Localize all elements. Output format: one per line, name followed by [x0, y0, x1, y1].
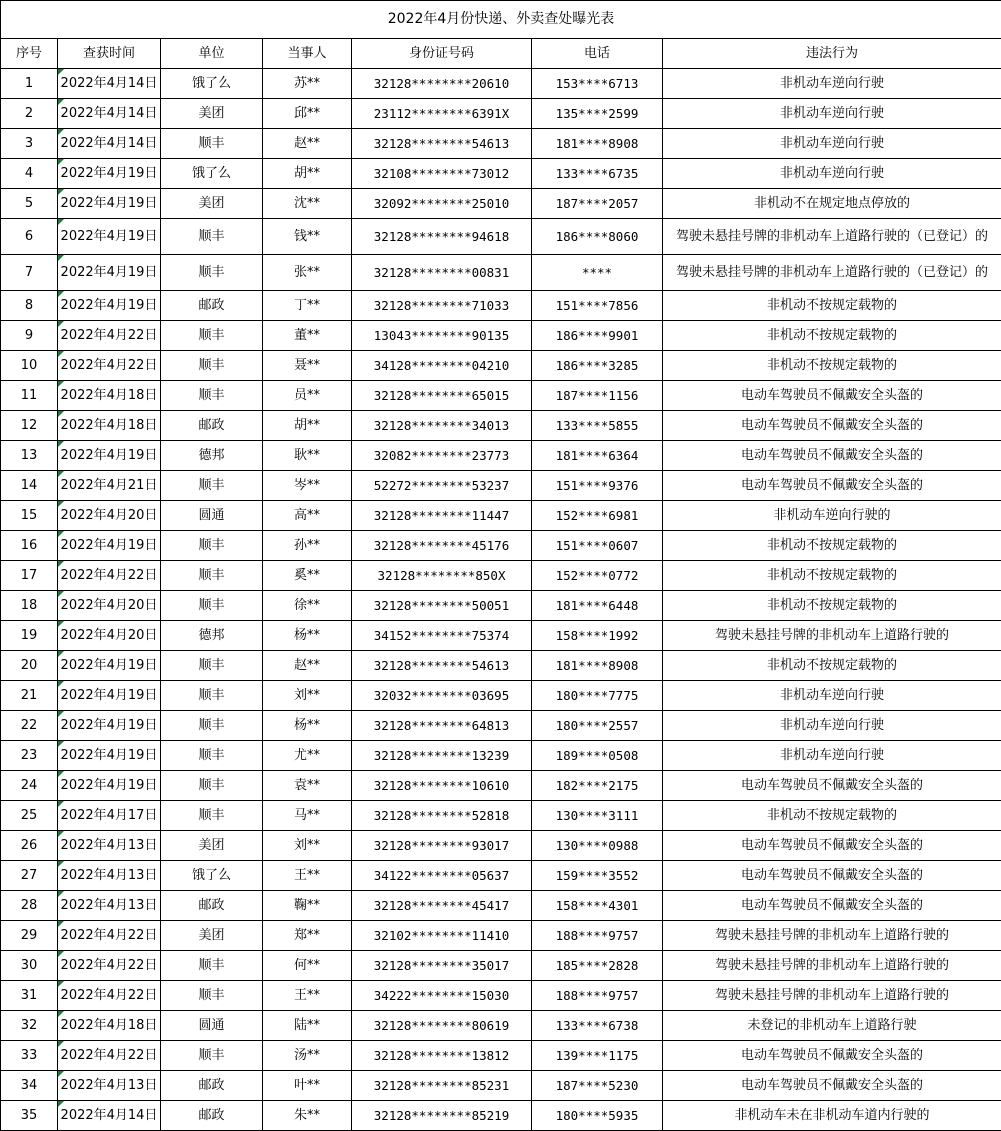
row-id-number: 34152********75374: [352, 621, 532, 651]
row-phone: 181****8908: [532, 129, 663, 159]
row-violation: 非机动车逆向行驶: [663, 681, 1001, 711]
table-row: [1, 981, 1001, 1011]
row-id-number: 32128********54613: [352, 129, 532, 159]
row-phone: 187****5230: [532, 1071, 663, 1101]
row-id-number: 32128********85231: [352, 1071, 532, 1101]
row-id-number: 23112********6391X: [352, 99, 532, 129]
row-id-number: 32128********00831: [352, 255, 532, 291]
row-phone: 188****9757: [532, 921, 663, 951]
row-phone: 186****8060: [532, 219, 663, 255]
row-id-number: 34222********15030: [352, 981, 532, 1011]
row-date: 2022年4月22日: [58, 561, 161, 591]
row-phone: 181****8908: [532, 651, 663, 681]
row-violation: 非机动不按规定载物的: [663, 561, 1001, 591]
row-violation: 非机动车逆向行驶: [663, 129, 1001, 159]
row-id-number: 13043********90135: [352, 321, 532, 351]
row-date: 2022年4月20日: [58, 501, 161, 531]
row-unit: 邮政: [161, 1101, 263, 1131]
row-person: 岑**: [263, 471, 352, 501]
table-row: [1, 831, 1001, 861]
row-id-number: 34122********05637: [352, 861, 532, 891]
row-violation: 驾驶未悬挂号牌的非机动车上道路行驶的: [663, 981, 1001, 1011]
row-person: 陆**: [263, 1011, 352, 1041]
row-id-number: 32128********54613: [352, 651, 532, 681]
row-person: 王**: [263, 981, 352, 1011]
row-seq: 9: [1, 321, 58, 351]
row-phone: 186****9901: [532, 321, 663, 351]
row-person: 杨**: [263, 711, 352, 741]
row-id-number: 32128********13812: [352, 1041, 532, 1071]
row-seq: 32: [1, 1011, 58, 1041]
row-date: 2022年4月14日: [58, 129, 161, 159]
row-unit: 德邦: [161, 441, 263, 471]
row-seq: 17: [1, 561, 58, 591]
row-unit: 美团: [161, 831, 263, 861]
header-person: 当事人: [263, 39, 352, 69]
row-id-number: 32128********11447: [352, 501, 532, 531]
row-person: 孙**: [263, 531, 352, 561]
row-violation: 非机动车逆向行驶: [663, 99, 1001, 129]
row-id-number: 32128********850X: [352, 561, 532, 591]
row-id-number: 32128********64813: [352, 711, 532, 741]
row-person: 袁**: [263, 771, 352, 801]
row-violation: 电动车驾驶员不佩戴安全头盔的: [663, 861, 1001, 891]
row-phone: 187****1156: [532, 381, 663, 411]
row-id-number: 32102********11410: [352, 921, 532, 951]
row-unit: 顺丰: [161, 1041, 263, 1071]
row-phone: 135****2599: [532, 99, 663, 129]
row-date: 2022年4月19日: [58, 771, 161, 801]
row-violation: 驾驶未悬挂号牌的非机动车上道路行驶的: [663, 951, 1001, 981]
row-phone: 139****1175: [532, 1041, 663, 1071]
row-seq: 15: [1, 501, 58, 531]
row-violation: 非机动不按规定载物的: [663, 351, 1001, 381]
row-id-number: 32128********93017: [352, 831, 532, 861]
row-date: 2022年4月22日: [58, 981, 161, 1011]
row-seq: 14: [1, 471, 58, 501]
row-unit: 顺丰: [161, 951, 263, 981]
row-date: 2022年4月22日: [58, 351, 161, 381]
row-violation: 非机动车逆向行驶: [663, 741, 1001, 771]
row-violation: 非机动车未在非机动车道内行驶的: [663, 1101, 1001, 1131]
row-date: 2022年4月19日: [58, 189, 161, 219]
row-violation: 非机动车逆向行驶的: [663, 501, 1001, 531]
table-row: [1, 159, 1001, 189]
row-date: 2022年4月21日: [58, 471, 161, 501]
row-seq: 18: [1, 591, 58, 621]
title-row: [1, 1, 1001, 39]
row-date: 2022年4月18日: [58, 381, 161, 411]
row-date: 2022年4月13日: [58, 1071, 161, 1101]
row-person: 丁**: [263, 291, 352, 321]
row-seq: 3: [1, 129, 58, 159]
row-person: 张**: [263, 255, 352, 291]
row-violation: 非机动车逆向行驶: [663, 69, 1001, 99]
row-date: 2022年4月19日: [58, 681, 161, 711]
row-person: 高**: [263, 501, 352, 531]
row-date: 2022年4月19日: [58, 291, 161, 321]
row-unit: 顺丰: [161, 981, 263, 1011]
row-date: 2022年4月14日: [58, 1101, 161, 1131]
table-row: [1, 951, 1001, 981]
row-seq: 16: [1, 531, 58, 561]
row-seq: 35: [1, 1101, 58, 1131]
row-person: 汤**: [263, 1041, 352, 1071]
row-phone: 187****2057: [532, 189, 663, 219]
row-person: 员**: [263, 381, 352, 411]
row-seq: 13: [1, 441, 58, 471]
row-person: 董**: [263, 321, 352, 351]
table-row: [1, 189, 1001, 219]
row-date: 2022年4月19日: [58, 741, 161, 771]
row-date: 2022年4月19日: [58, 219, 161, 255]
row-unit: 美团: [161, 921, 263, 951]
row-date: 2022年4月14日: [58, 69, 161, 99]
table-row: [1, 531, 1001, 561]
row-violation: 驾驶未悬挂号牌的非机动车上道路行驶的（已登记）的: [663, 219, 1001, 255]
row-id-number: 32128********10610: [352, 771, 532, 801]
row-unit: 顺丰: [161, 741, 263, 771]
row-phone: 133****6735: [532, 159, 663, 189]
row-unit: 顺丰: [161, 381, 263, 411]
row-phone: 133****6738: [532, 1011, 663, 1041]
row-unit: 顺丰: [161, 321, 263, 351]
row-date: 2022年4月20日: [58, 621, 161, 651]
row-violation: 非机动不按规定载物的: [663, 291, 1001, 321]
table-row: [1, 351, 1001, 381]
row-violation: 驾驶未悬挂号牌的非机动车上道路行驶的（已登记）的: [663, 255, 1001, 291]
table-row: [1, 1071, 1001, 1101]
table-row: [1, 255, 1001, 291]
table-row: [1, 441, 1001, 471]
row-seq: 22: [1, 711, 58, 741]
row-person: 邱**: [263, 99, 352, 129]
row-unit: 顺丰: [161, 471, 263, 501]
row-person: 徐**: [263, 591, 352, 621]
header-unit: 单位: [161, 39, 263, 69]
row-unit: 邮政: [161, 1071, 263, 1101]
row-violation: 未登记的非机动车上道路行驶: [663, 1011, 1001, 1041]
row-phone: 152****6981: [532, 501, 663, 531]
row-person: 钱**: [263, 219, 352, 255]
row-person: 刘**: [263, 831, 352, 861]
row-seq: 20: [1, 651, 58, 681]
row-date: 2022年4月13日: [58, 891, 161, 921]
row-seq: 23: [1, 741, 58, 771]
table-row: [1, 591, 1001, 621]
row-id-number: 32128********80619: [352, 1011, 532, 1041]
row-unit: 饿了么: [161, 861, 263, 891]
table-row: [1, 801, 1001, 831]
table-row: [1, 291, 1001, 321]
row-phone: 130****0988: [532, 831, 663, 861]
row-person: 尤**: [263, 741, 352, 771]
row-phone: 130****3111: [532, 801, 663, 831]
row-date: 2022年4月20日: [58, 591, 161, 621]
row-date: 2022年4月19日: [58, 159, 161, 189]
row-violation: 电动车驾驶员不佩戴安全头盔的: [663, 831, 1001, 861]
row-seq: 8: [1, 291, 58, 321]
row-id-number: 32128********50051: [352, 591, 532, 621]
row-seq: 10: [1, 351, 58, 381]
row-id-number: 32092********25010: [352, 189, 532, 219]
row-phone: 180****5935: [532, 1101, 663, 1131]
row-date: 2022年4月22日: [58, 951, 161, 981]
table-row: [1, 741, 1001, 771]
row-phone: 181****6364: [532, 441, 663, 471]
row-person: 朱**: [263, 1101, 352, 1131]
row-id-number: 32082********23773: [352, 441, 532, 471]
row-seq: 30: [1, 951, 58, 981]
row-phone: 186****3285: [532, 351, 663, 381]
row-violation: 电动车驾驶员不佩戴安全头盔的: [663, 441, 1001, 471]
row-person: 刘**: [263, 681, 352, 711]
table-row: [1, 1101, 1001, 1131]
row-date: 2022年4月17日: [58, 801, 161, 831]
header-id-number: 身份证号码: [352, 39, 532, 69]
table-row: [1, 921, 1001, 951]
row-unit: 顺丰: [161, 129, 263, 159]
row-person: 鞠**: [263, 891, 352, 921]
row-person: 沈**: [263, 189, 352, 219]
row-unit: 饿了么: [161, 159, 263, 189]
row-person: 胡**: [263, 411, 352, 441]
row-date: 2022年4月22日: [58, 921, 161, 951]
row-id-number: 32128********52818: [352, 801, 532, 831]
table-row: [1, 411, 1001, 441]
row-date: 2022年4月19日: [58, 255, 161, 291]
table-row: [1, 861, 1001, 891]
row-unit: 顺丰: [161, 681, 263, 711]
table-row: [1, 771, 1001, 801]
row-unit: 顺丰: [161, 219, 263, 255]
row-violation: 非机动车逆向行驶: [663, 159, 1001, 189]
header-date: 查获时间: [58, 39, 161, 69]
row-phone: 182****2175: [532, 771, 663, 801]
row-violation: 电动车驾驶员不佩戴安全头盔的: [663, 471, 1001, 501]
row-violation: 非机动不按规定载物的: [663, 531, 1001, 561]
row-seq: 34: [1, 1071, 58, 1101]
row-date: 2022年4月22日: [58, 1041, 161, 1071]
row-person: 叶**: [263, 1071, 352, 1101]
row-person: 奚**: [263, 561, 352, 591]
row-date: 2022年4月19日: [58, 651, 161, 681]
row-unit: 邮政: [161, 411, 263, 441]
row-id-number: 32128********71033: [352, 291, 532, 321]
row-phone: 153****6713: [532, 69, 663, 99]
row-id-number: 52272********53237: [352, 471, 532, 501]
row-phone: 181****6448: [532, 591, 663, 621]
row-date: 2022年4月19日: [58, 441, 161, 471]
table-row: [1, 681, 1001, 711]
table-row: [1, 621, 1001, 651]
table-row: [1, 651, 1001, 681]
row-phone: 185****2828: [532, 951, 663, 981]
row-violation: 非机动不按规定载物的: [663, 651, 1001, 681]
row-seq: 4: [1, 159, 58, 189]
row-violation: 非机动不在规定地点停放的: [663, 189, 1001, 219]
row-date: 2022年4月14日: [58, 99, 161, 129]
row-id-number: 32128********34013: [352, 411, 532, 441]
row-unit: 美团: [161, 99, 263, 129]
table-row: [1, 381, 1001, 411]
row-violation: 非机动车逆向行驶: [663, 711, 1001, 741]
row-seq: 7: [1, 255, 58, 291]
table-row: [1, 471, 1001, 501]
row-person: 聂**: [263, 351, 352, 381]
row-seq: 11: [1, 381, 58, 411]
table-row: [1, 321, 1001, 351]
row-person: 王**: [263, 861, 352, 891]
table-row: [1, 69, 1001, 99]
row-person: 赵**: [263, 129, 352, 159]
row-phone: 151****7856: [532, 291, 663, 321]
row-id-number: 32128********94618: [352, 219, 532, 255]
row-violation: 电动车驾驶员不佩戴安全头盔的: [663, 411, 1001, 441]
row-unit: 圆通: [161, 1011, 263, 1041]
table-title: 2022年4月份快递、外卖查处曝光表: [1, 1, 1001, 39]
row-seq: 25: [1, 801, 58, 831]
row-phone: 151****9376: [532, 471, 663, 501]
row-person: 杨**: [263, 621, 352, 651]
row-id-number: 32128********35017: [352, 951, 532, 981]
row-phone: 158****4301: [532, 891, 663, 921]
row-id-number: 32128********85219: [352, 1101, 532, 1131]
row-id-number: 32128********45417: [352, 891, 532, 921]
row-phone: 151****0607: [532, 531, 663, 561]
row-violation: 非机动不按规定载物的: [663, 591, 1001, 621]
row-unit: 美团: [161, 189, 263, 219]
row-seq: 12: [1, 411, 58, 441]
row-date: 2022年4月19日: [58, 711, 161, 741]
row-seq: 19: [1, 621, 58, 651]
row-violation: 驾驶未悬挂号牌的非机动车上道路行驶的: [663, 921, 1001, 951]
row-violation: 非机动不按规定载物的: [663, 321, 1001, 351]
row-date: 2022年4月18日: [58, 411, 161, 441]
row-id-number: 32128********65015: [352, 381, 532, 411]
row-person: 赵**: [263, 651, 352, 681]
row-person: 胡**: [263, 159, 352, 189]
header-violation: 违法行为: [663, 39, 1001, 69]
row-seq: 6: [1, 219, 58, 255]
row-unit: 德邦: [161, 621, 263, 651]
row-date: 2022年4月18日: [58, 1011, 161, 1041]
row-id-number: 32032********03695: [352, 681, 532, 711]
row-date: 2022年4月13日: [58, 831, 161, 861]
row-person: 郑**: [263, 921, 352, 951]
table-row: [1, 1011, 1001, 1041]
row-seq: 27: [1, 861, 58, 891]
row-phone: 158****1992: [532, 621, 663, 651]
row-seq: 26: [1, 831, 58, 861]
row-seq: 29: [1, 921, 58, 951]
table-row: [1, 99, 1001, 129]
table-row: [1, 501, 1001, 531]
table-row: [1, 891, 1001, 921]
header-row: [1, 39, 1001, 69]
table-row: [1, 711, 1001, 741]
row-person: 耿**: [263, 441, 352, 471]
row-phone: 152****0772: [532, 561, 663, 591]
row-id-number: 32128********20610: [352, 69, 532, 99]
row-unit: 饿了么: [161, 69, 263, 99]
row-id-number: 32128********13239: [352, 741, 532, 771]
table-row: [1, 561, 1001, 591]
row-unit: 顺丰: [161, 711, 263, 741]
row-id-number: 32128********45176: [352, 531, 532, 561]
table-row: [1, 129, 1001, 159]
row-seq: 2: [1, 99, 58, 129]
row-unit: 顺丰: [161, 651, 263, 681]
row-date: 2022年4月13日: [58, 861, 161, 891]
row-phone: 180****2557: [532, 711, 663, 741]
row-violation: 驾驶未悬挂号牌的非机动车上道路行驶的: [663, 621, 1001, 651]
row-violation: 电动车驾驶员不佩戴安全头盔的: [663, 771, 1001, 801]
row-seq: 33: [1, 1041, 58, 1071]
row-unit: 圆通: [161, 501, 263, 531]
row-seq: 28: [1, 891, 58, 921]
row-seq: 1: [1, 69, 58, 99]
row-violation: 非机动不按规定载物的: [663, 801, 1001, 831]
row-violation: 电动车驾驶员不佩戴安全头盔的: [663, 381, 1001, 411]
row-unit: 邮政: [161, 891, 263, 921]
row-person: 苏**: [263, 69, 352, 99]
row-phone: 159****3552: [532, 861, 663, 891]
row-id-number: 32108********73012: [352, 159, 532, 189]
table-row: [1, 1041, 1001, 1071]
row-phone: 133****5855: [532, 411, 663, 441]
row-unit: 顺丰: [161, 561, 263, 591]
row-date: 2022年4月22日: [58, 321, 161, 351]
row-unit: 顺丰: [161, 801, 263, 831]
row-seq: 21: [1, 681, 58, 711]
row-person: 何**: [263, 951, 352, 981]
row-person: 马**: [263, 801, 352, 831]
row-phone: ****: [532, 255, 663, 291]
row-phone: 188****9757: [532, 981, 663, 1011]
header-seq: 序号: [1, 39, 58, 69]
row-violation: 电动车驾驶员不佩戴安全头盔的: [663, 891, 1001, 921]
row-unit: 顺丰: [161, 351, 263, 381]
row-phone: 180****7775: [532, 681, 663, 711]
row-id-number: 34128********04210: [352, 351, 532, 381]
row-seq: 31: [1, 981, 58, 1011]
row-phone: 189****0508: [532, 741, 663, 771]
row-unit: 邮政: [161, 291, 263, 321]
row-unit: 顺丰: [161, 591, 263, 621]
row-unit: 顺丰: [161, 771, 263, 801]
row-violation: 电动车驾驶员不佩戴安全头盔的: [663, 1071, 1001, 1101]
row-unit: 顺丰: [161, 531, 263, 561]
row-seq: 5: [1, 189, 58, 219]
table-row: [1, 219, 1001, 255]
row-violation: 电动车驾驶员不佩戴安全头盔的: [663, 1041, 1001, 1071]
header-phone: 电话: [532, 39, 663, 69]
row-unit: 顺丰: [161, 255, 263, 291]
row-date: 2022年4月19日: [58, 531, 161, 561]
row-seq: 24: [1, 771, 58, 801]
